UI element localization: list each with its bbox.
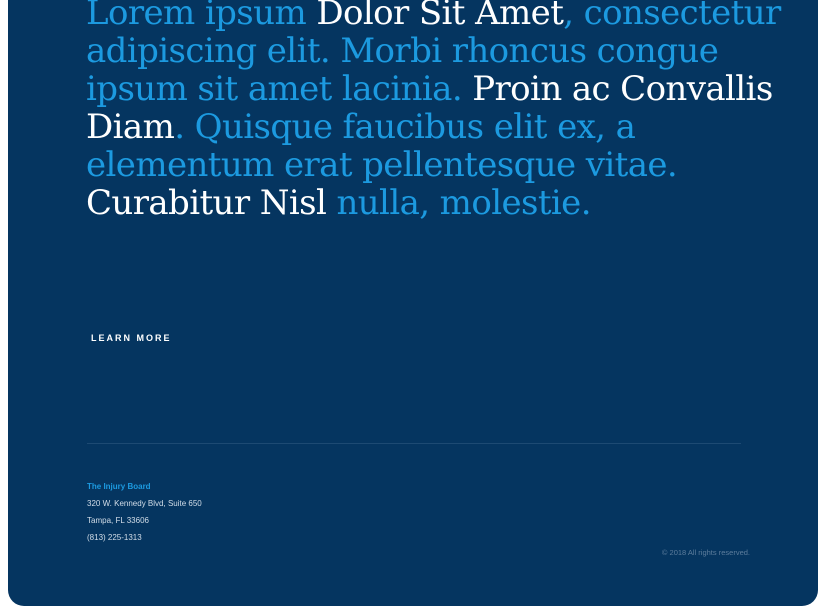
- hero-segment: nulla, molestie.: [326, 183, 591, 223]
- hero-segment: . Quisque faucibus elit ex, a elementum erat pellentesque vitae.: [86, 107, 678, 185]
- phone-number: (813) 225-1313: [87, 533, 142, 542]
- hero-segment: Lorem ipsum: [86, 0, 317, 33]
- footer-divider: [87, 443, 741, 444]
- hero-segment-highlight: Curabitur Nisl: [86, 183, 327, 223]
- content-panel: [8, 0, 818, 606]
- hero-segment-highlight: Dolor Sit Amet: [316, 0, 564, 33]
- company-name: The Injury Board: [87, 482, 151, 491]
- copyright-notice: © 2018 All rights reserved.: [661, 548, 750, 557]
- footer-contact: [87, 478, 202, 546]
- address-line-1: 320 W. Kennedy Blvd, Suite 650: [87, 499, 202, 508]
- hero-text: [86, 0, 786, 222]
- learn-more-link[interactable]: LEARN MORE: [91, 333, 172, 343]
- hero-segment-highlight: Proin ac Convallis Diam: [86, 69, 773, 147]
- address-line-2: Tampa, FL 33606: [87, 516, 149, 525]
- hero-segment: , consectetur adipiscing elit. Morbi rhoncus congue ipsum sit amet lacinia.: [86, 0, 781, 109]
